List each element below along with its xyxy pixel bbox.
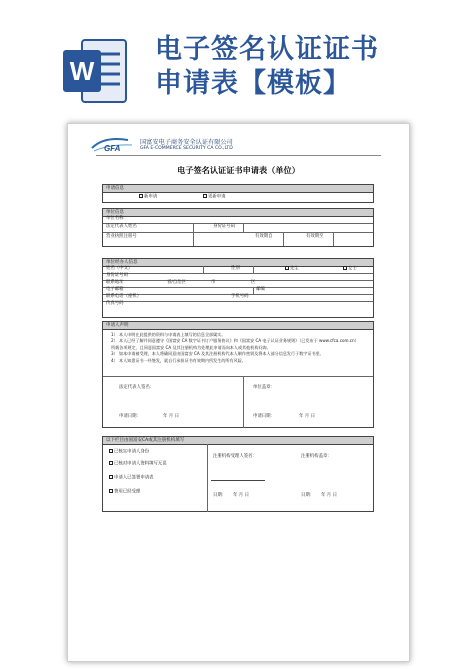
- reg-date-ymd: 年 月 日: [233, 493, 249, 498]
- legal-rep-label: 法定代表人姓名: [106, 224, 137, 229]
- gender-label: 性别: [231, 266, 240, 271]
- check-signed[interactable]: 申请人已签署申请表: [109, 475, 154, 482]
- word-icon-letter: W: [69, 56, 95, 86]
- reg-sign-label: 注册机构受理人签名：: [213, 454, 257, 459]
- check-identity[interactable]: 已核实申请人身份: [109, 449, 149, 456]
- col-divider: [193, 223, 194, 232]
- section-header: 单位经办人信息: [103, 259, 373, 267]
- section-header: 单位信息: [103, 209, 373, 217]
- checkbox[interactable]: [109, 449, 113, 453]
- row-divider: [103, 287, 373, 288]
- row-divider: [103, 223, 373, 224]
- company-name-en: GFA E-COMMERCE SECURITY CA CO.,LTD: [140, 146, 233, 151]
- declaration-line: 4） 本人知悉证书一经签发，就自行承担证书有效期内所发生的所有风险。: [111, 357, 246, 363]
- seal-date-ymd: 年 月 日: [299, 414, 315, 419]
- word-icon: [60, 36, 130, 106]
- seal-date-label: 申请日期：: [253, 414, 275, 419]
- row-divider: [103, 273, 373, 274]
- col-divider: [253, 266, 254, 273]
- section-operator-info: [102, 258, 374, 318]
- legal-rep-sign-label: 法定代表人签名：: [119, 385, 155, 390]
- address-label: 联系地址: [106, 280, 124, 285]
- operator-name-label: 姓名（中文）: [106, 266, 133, 271]
- checkbox[interactable]: [343, 266, 347, 270]
- gender-male[interactable]: 先生: [285, 266, 299, 273]
- checkbox[interactable]: [109, 475, 113, 479]
- checkbox[interactable]: [109, 489, 113, 493]
- fax-label: 传真号码: [106, 301, 124, 306]
- section-header: 申请人声明: [103, 322, 373, 330]
- page-title-line1: 电子签名认证证书: [155, 34, 379, 65]
- valid-from-label: 有效期自: [255, 234, 273, 239]
- phone-label: 联系电话（座机）: [106, 294, 142, 299]
- col-divider: [203, 266, 204, 273]
- apply-date-ymd: 年 月 日: [163, 414, 179, 419]
- document-preview[interactable]: [67, 123, 410, 662]
- checkbox[interactable]: [139, 194, 143, 198]
- declaration-line: 3） 如本申请被受理，本人将确同意由国富安 CA 及其注册机构代本人制作密钥及将本人部分信息发行于数字证书里。: [111, 351, 324, 357]
- postcode-label: 邮编: [256, 287, 265, 292]
- unit-name-label: 单位名称: [106, 216, 124, 221]
- form-title: 电子签名认证证书申请表（单位）: [177, 165, 300, 175]
- checkbox[interactable]: [285, 266, 289, 270]
- signature-line: [211, 480, 265, 481]
- declaration-line: 1） 本人申明在此提供的资料与申请表上填写的信息全部属实。: [111, 332, 226, 337]
- check-info[interactable]: 已核对申请人资料填写无误: [109, 461, 167, 468]
- checkbox[interactable]: [109, 461, 113, 465]
- col-divider: [207, 444, 208, 512]
- operator-id-label: 身份证号码: [106, 273, 128, 278]
- gfa-logo: [90, 136, 136, 154]
- declaration-line: 所载各项规定，且同意国富安 CA 及其注册机构为处理此申请而向本人或其他机构问询。: [111, 344, 271, 350]
- license-label: 营业执照注册号: [106, 234, 137, 239]
- section-declaration: [102, 321, 374, 428]
- option-renew[interactable]: 更新申请: [203, 194, 226, 201]
- apply-date-label: 申请日期：: [119, 414, 141, 419]
- checkbox[interactable]: [203, 194, 207, 198]
- col-divider: [243, 223, 244, 232]
- reg-seal-label: 注册机构盖章：: [301, 454, 332, 459]
- address-province: 省/自治区: [167, 280, 187, 285]
- declaration-line: 2） 本人已经了解并同意遵守《国富安 CA 数字证书订户服务协议》和《国富安 CA 电子认证业务规则》（已发布于 www.cfca.com.cn）: [111, 338, 359, 344]
- section-unit-info: [102, 208, 374, 247]
- row-divider: [103, 280, 373, 281]
- section-application-info: [102, 184, 374, 203]
- gfa-logo-text: GFA: [104, 144, 121, 153]
- seal-date-ymd-2: 年 月 日: [321, 493, 337, 498]
- seal-date-label-2: 日期：: [301, 493, 315, 498]
- mobile-label: 手机号码: [231, 294, 249, 299]
- unit-seal-label: 单位盖章：: [253, 385, 275, 390]
- col-divider: [253, 287, 254, 294]
- col-divider: [333, 232, 334, 246]
- col-divider: [283, 232, 284, 246]
- company-name: 国富安电子商务安全认证有限公司: [140, 139, 233, 146]
- check-fee[interactable]: 费用已经受理: [109, 489, 140, 496]
- page-title: [155, 33, 379, 101]
- email-label: 电子邮箱: [106, 287, 124, 292]
- row-divider: [103, 301, 373, 302]
- option-new[interactable]: 新申请: [139, 194, 157, 201]
- reg-date-label: 日期：: [213, 493, 227, 498]
- section-header: 以下栏目由国富安CA或其注册机构填写: [103, 437, 373, 445]
- gender-female[interactable]: 女士: [343, 266, 357, 273]
- section-header: 申请信息: [103, 185, 373, 193]
- id-number-label: 身份证号码: [213, 224, 235, 229]
- declaration-text: [111, 332, 367, 364]
- page-title-line2: 申请表【模板】: [155, 68, 351, 99]
- col-divider: [243, 376, 244, 428]
- address-district: 区: [251, 280, 256, 285]
- header-divider: [96, 155, 381, 156]
- valid-to-label: 有效期至: [306, 234, 324, 239]
- section-registration: [102, 436, 374, 512]
- address-city: 市: [211, 280, 216, 285]
- row-divider: [103, 376, 373, 377]
- col-divider: [193, 232, 194, 246]
